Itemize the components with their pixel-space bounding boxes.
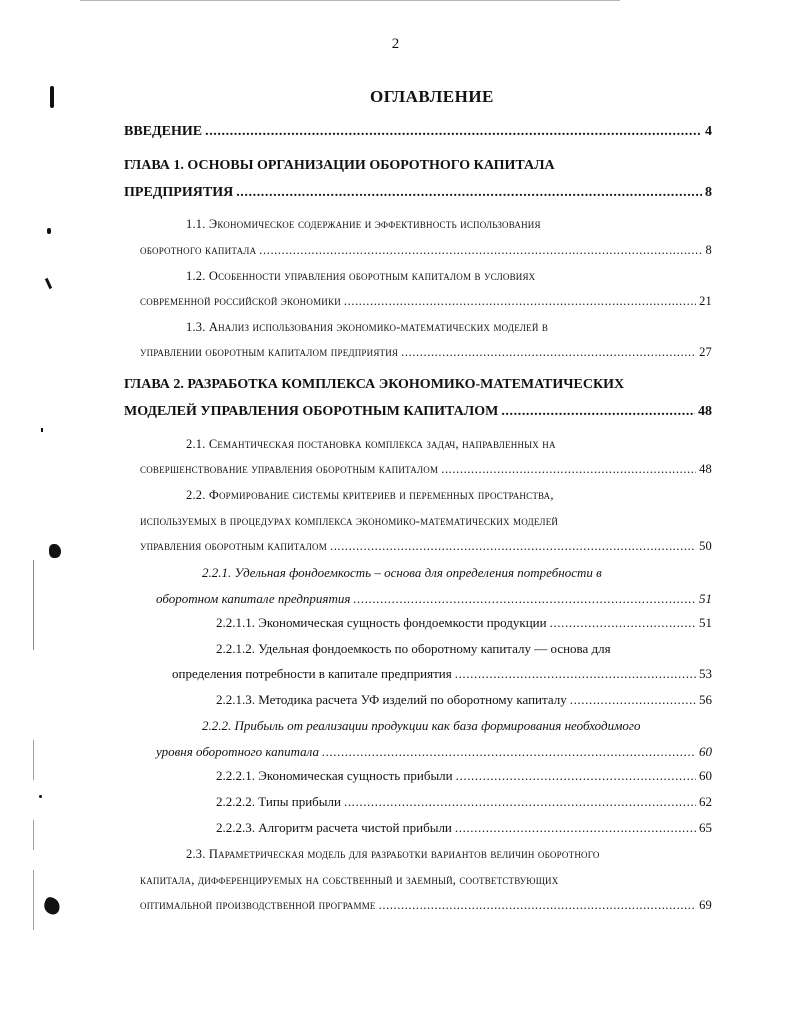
toc-entry-text: 2.2.2.3. Алгоритм расчета чистой прибыли: [216, 820, 452, 835]
toc-entry-page: 53: [699, 666, 712, 681]
toc-entry-text: оборотном капитале предприятия: [156, 591, 351, 606]
leader-dots: [550, 615, 696, 631]
toc-entry-page: 60: [699, 768, 712, 783]
leader-dots: [401, 344, 696, 360]
toc-entry-text: оборотного капитала: [140, 243, 257, 257]
toc-entry-page: 51: [699, 591, 712, 606]
toc-entry-text: совершенствование управления оборотным капиталом: [140, 462, 439, 476]
scan-artifact: [50, 86, 54, 108]
toc-section-2-2: [140, 538, 712, 554]
toc-entry-text: уровня оборотного капитала: [156, 744, 319, 759]
toc-section-2-1: [140, 461, 712, 477]
toc-entry-text: 2.2.2.1. Экономическая сущность прибыли: [216, 768, 453, 783]
toc-entry-page: 8: [705, 185, 712, 200]
toc-entry-text: управлении оборотным капиталом предприятия: [140, 345, 399, 359]
toc-section-1-2: [140, 293, 712, 309]
toc-item-2-2-2-2: [216, 794, 712, 810]
toc-item-2-2-1-2: [172, 666, 712, 682]
toc-entry-introduction: [124, 124, 712, 140]
scan-artifact: [49, 544, 61, 558]
toc-subsection-2-2-1-line1: 2.2.1. Удельная фондоемкость – основа для определения потребности в: [202, 565, 602, 580]
leader-dots: [205, 124, 702, 140]
scan-artifact: [39, 795, 42, 798]
toc-item-2-2-1-2-line1: 2.2.1.2. Удельная фондоемкость по оборотному капиталу — основа для: [216, 641, 611, 656]
toc-section-2-2-line1: 2.2. Формирование системы критериев и переменных пространства,: [186, 488, 554, 502]
toc-title: ОГЛАВЛЕНИЕ: [370, 87, 494, 106]
leader-dots: [455, 666, 696, 682]
toc-section-2-3-line2: капитала, дифференцируемых на собственный и заемный, соответствующих: [140, 873, 559, 887]
toc-entry-page: 8: [705, 243, 712, 257]
toc-entry-page: 4: [705, 124, 712, 139]
page-number: 2: [391, 36, 400, 52]
leader-dots: [455, 820, 696, 836]
toc-chapter-2-line1: ГЛАВА 2. РАЗРАБОТКА КОМПЛЕКСА ЭКОНОМИКО-МАТЕМАТИЧЕСКИХ: [124, 377, 625, 392]
leader-dots: [353, 591, 696, 607]
leader-dots: [441, 461, 696, 477]
toc-chapter-1-line1: ГЛАВА 1. ОСНОВЫ ОРГАНИЗАЦИИ ОБОРОТНОГО КАПИТАЛА: [124, 158, 555, 173]
toc-entry-text: ПРЕДПРИЯТИЯ: [124, 185, 234, 200]
toc-entry-page: 48: [699, 462, 712, 476]
scan-artifact: [33, 560, 34, 650]
toc-entry-text: МОДЕЛЕЙ УПРАВЛЕНИЯ ОБОРОТНЫМ КАПИТАЛОМ: [124, 404, 499, 419]
scan-artifact: [41, 428, 43, 432]
leader-dots: [236, 185, 702, 201]
toc-entry-page: 60: [699, 744, 712, 759]
toc-item-2-2-1-1: [216, 615, 712, 631]
leader-dots: [259, 242, 702, 258]
toc-entry-text: управления оборотным капиталом: [140, 539, 327, 553]
toc-section-2-2-line2: используемых в процедурах комплекса экономико-математических моделей: [140, 514, 559, 528]
toc-entry-text: современной российской экономики: [140, 294, 341, 308]
toc-entry-page: 65: [699, 820, 712, 835]
scan-artifact: [45, 278, 52, 289]
toc-chapter-2: [124, 404, 712, 420]
toc-entry-page: 69: [699, 898, 712, 912]
scan-artifact: [47, 228, 51, 234]
toc-subsection-2-2-2: [156, 744, 712, 760]
toc-entry-page: 21: [699, 294, 712, 308]
leader-dots: [322, 744, 696, 760]
toc-item-2-2-2-1: [216, 768, 712, 784]
toc-entry-page: 51: [699, 615, 712, 630]
leader-dots: [501, 404, 695, 420]
toc-entry-text: оптимальной производственной программе: [140, 898, 376, 912]
toc-section-1-3: [140, 344, 712, 360]
toc-entry-page: 56: [699, 692, 712, 707]
toc-entry-page: 27: [699, 345, 712, 359]
scan-artifact: [33, 870, 34, 930]
leader-dots: [570, 692, 696, 708]
toc-item-2-2-1-3: [216, 692, 712, 708]
toc-item-2-2-2-3: [216, 820, 712, 836]
toc-section-1-3-line1: 1.3. Анализ использования экономико-математических моделей в: [186, 320, 549, 334]
toc-section-2-3-line1: 2.3. Параметрическая модель для разработки вариантов величин оборотного: [186, 847, 600, 861]
toc-entry-text: 2.2.1.1. Экономическая сущность фондоемкости продукции: [216, 615, 547, 630]
leader-dots: [379, 897, 696, 913]
toc-entry-text: 2.2.1.3. Методика расчета УФ изделий по оборотному капиталу: [216, 692, 567, 707]
toc-chapter-1: [124, 185, 712, 201]
toc-entry-text: ВВЕДЕНИЕ: [124, 124, 203, 139]
toc-entry-text: 2.2.2.2. Типы прибыли: [216, 794, 341, 809]
toc-section-1-2-line1: 1.2. Особенности управления оборотным капиталом в условиях: [186, 269, 536, 283]
leader-dots: [344, 794, 696, 810]
scan-artifact: [42, 896, 63, 917]
scan-artifact: [80, 0, 620, 1]
toc-section-1-1-line1: 1.1. Экономическое содержание и эффективность использования: [186, 217, 541, 231]
leader-dots: [456, 768, 696, 784]
toc-entry-page: 62: [699, 794, 712, 809]
scan-artifact: [33, 740, 34, 780]
scan-artifact: [33, 820, 34, 850]
toc-entry-text: определения потребности в капитале предприятия: [172, 666, 452, 681]
toc-subsection-2-2-1: [156, 591, 712, 607]
toc-subsection-2-2-2-line1: 2.2.2. Прибыль от реализации продукции как база формирования необходимого: [202, 718, 641, 733]
leader-dots: [344, 293, 696, 309]
toc-entry-page: 50: [699, 539, 712, 553]
toc-section-2-1-line1: 2.1. Семантическая постановка комплекса задач, направленных на: [186, 437, 556, 451]
toc-section-1-1: [140, 242, 712, 258]
toc-entry-page: 48: [698, 404, 712, 419]
leader-dots: [330, 538, 696, 554]
toc-section-2-3: [140, 897, 712, 913]
